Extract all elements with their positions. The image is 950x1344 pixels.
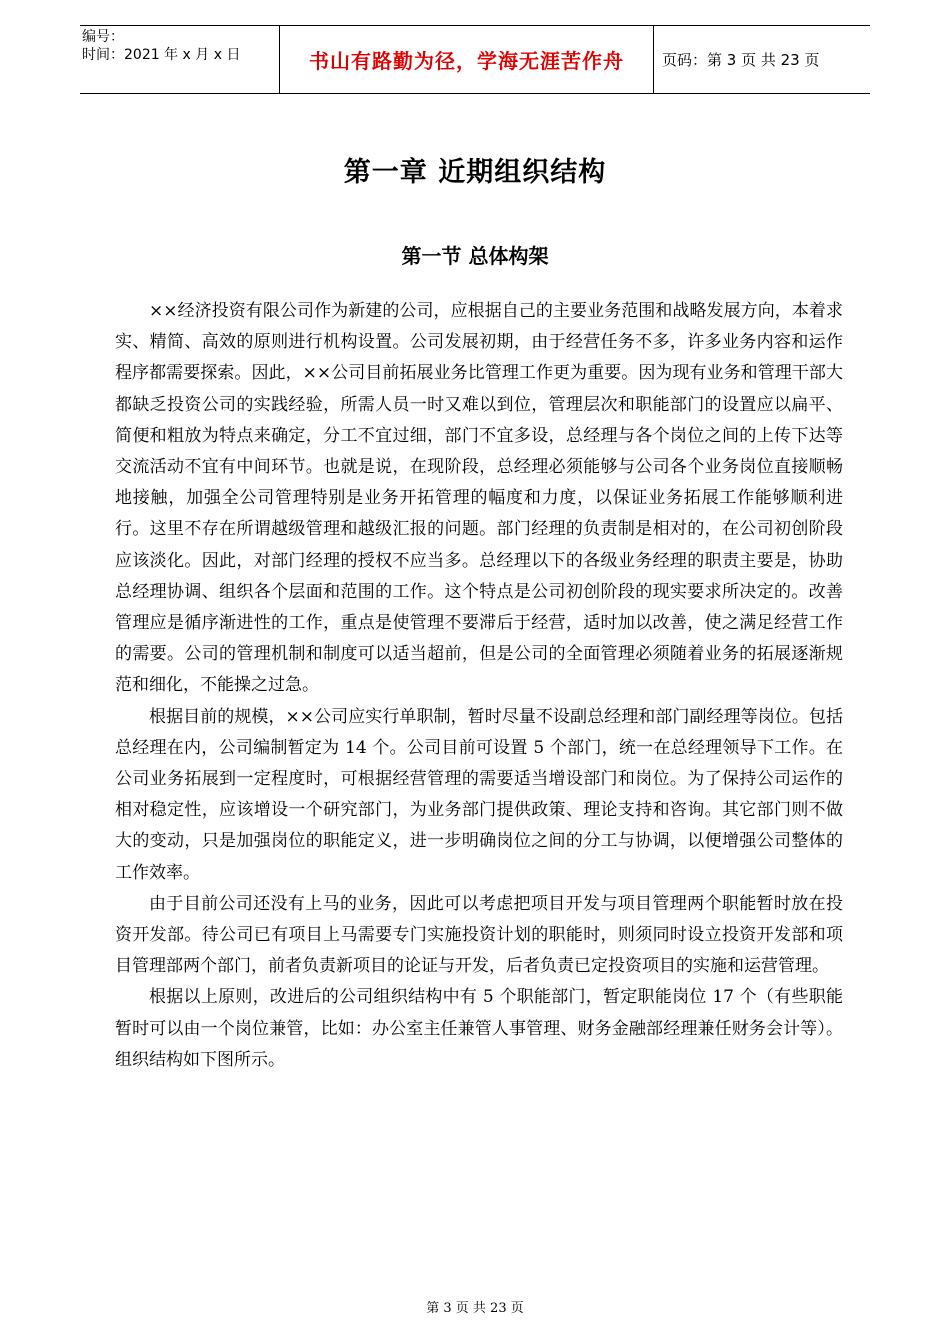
number-label: 编号： bbox=[82, 29, 124, 45]
header-motto-cell bbox=[280, 26, 654, 93]
section-title: 第一节 总体构架 bbox=[401, 244, 549, 268]
header-meta-cell bbox=[80, 26, 280, 93]
chapter-title: 第一章 近期组织结构 bbox=[343, 157, 607, 188]
body-text bbox=[115, 296, 843, 1076]
document-header bbox=[80, 25, 870, 94]
header-motto: 书山有路勤为径，学海无涯苦作舟 bbox=[309, 49, 624, 73]
header-page-info: 页码：第 3 页 共 23 页 bbox=[662, 51, 820, 69]
paragraph: 由于目前公司还没有上马的业务，因此可以考虑把项目开发与项目管理两个职能暂时放在投资开发部。待公司已有项目上马需要专门实施投资计划的职能时，则须同时设立投资开发部和项目管理部两个部门，前者负责新项目的论证与开发，后者负责已定投资项目的实施和运营管理。 bbox=[115, 893, 843, 977]
header-page-cell bbox=[654, 26, 870, 93]
paragraph: 根据以上原则，改进后的公司组织结构中有 5 个职能部门，暂定职能岗位 17 个（有些职能暂时可以由一个岗位兼管，比如：办公室主任兼管人事管理、财务金融部经理兼任财务会计等）。组织结构如下图所示。 bbox=[115, 987, 843, 1070]
page-footer: 第 3 页 共 23 页 bbox=[426, 1301, 524, 1316]
date-label: 时间：2021 年 x 月 x 日 bbox=[82, 47, 241, 63]
paragraph: ××经济投资有限公司作为新建的公司，应根据自己的主要业务范围和战略发展方向，本着求实、精简、高效的原则进行机构设置。公司发展初期，由于经营任务不多，许多业务内容和运作程序都需要探索。因此，××公司目前拓展业务比管理工作更为重要。因为现有业务和管理干部大都缺乏投资公司的实践经验，所需人员一时又难以到位，管理层次和职能部门的设置应以扁平、简便和粗放为特点来确定，分工不宜过细，部门不宜多设，总经理与各个岗位之间的上传下达等交流活动不宜有中间环节。也就是说，在现阶段，总经理必须能够与公司各个业务岗位直接顺畅地接触，加强全公司管理特别是业务开拓管理的幅度和力度，以保证业务拓展工作能够顺利进行。这里不存在所谓越级管理和越级汇报的问题。部门经理的负责制是相对的，在公司初创阶段应该淡化。因此，对部门经理的授权不应当多。总经理以下的各级业务经理的职责主要是，协助总经理协调、组织各个层面和范围的工作。这个特点是公司初创阶段的现实要求所决定的。改善管理应是循序渐进性的工作，重点是使管理不要滞后于经营，适时加以改善，使之满足经营工作的需要。公司的管理机制和制度可以适当超前，但是公司的全面管理必须随着业务的拓展逐渐规范和细化，不能操之过急。 bbox=[115, 301, 843, 696]
paragraph: 根据目前的规模，××公司应实行单职制，暂时尽量不设副总经理和部门副经理等岗位。包括总经理在内，公司编制暂定为 14 个。公司目前可设置 5 个部门，统一在总经理领导下工作。在公司业务拓展到一定程度时，可根据经营管理的需要适当增设部门和岗位。为了保持公司运作的相对稳定性，应该增设一个研究部门，为业务部门提供政策、理论支持和咨询。其它部门则不做大的变动，只是加强岗位的职能定义，进一步明确岗位之间的分工与协调，以便增强公司整体的工作效率。 bbox=[115, 706, 843, 883]
